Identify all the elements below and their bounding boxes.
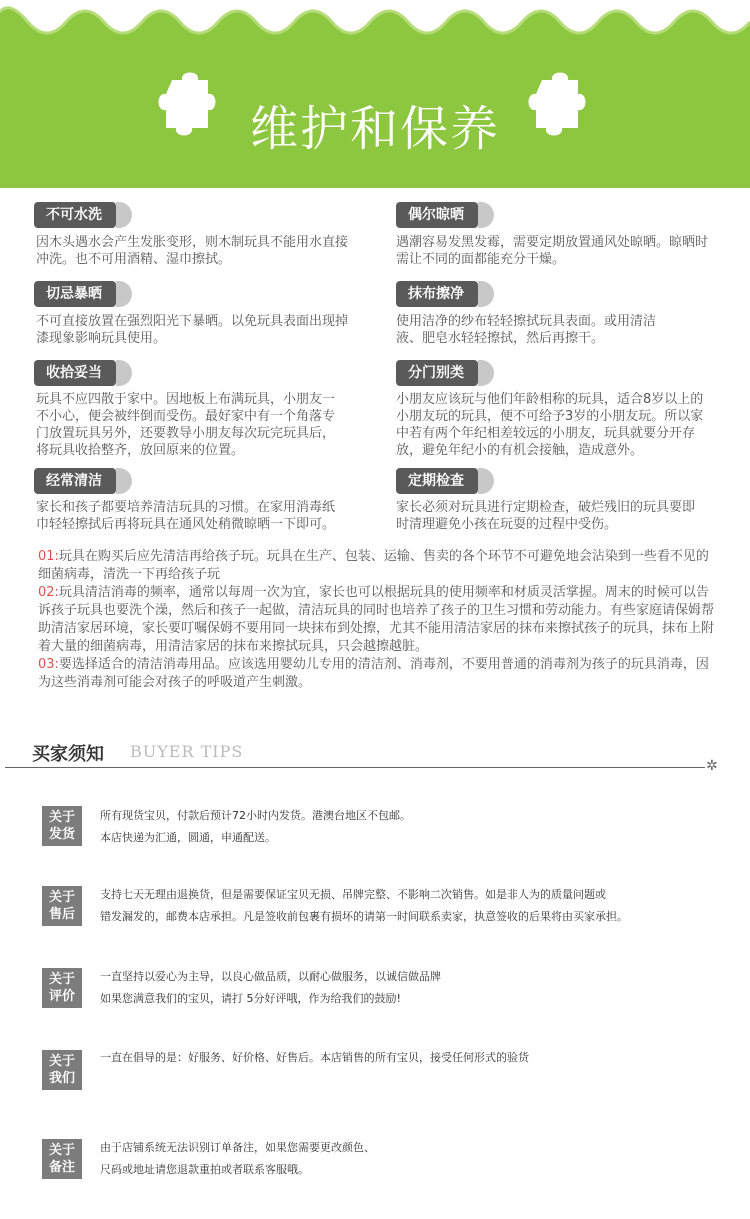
badge-remarks (42, 1139, 82, 1179)
text-line: 家长和孩子都要培养清洁玩具的习惯。在家用消毒纸 (36, 500, 336, 515)
badge-line: 我们 (48, 1071, 75, 1086)
section-tag-no-wash: 不可水洗 (34, 202, 116, 228)
note-item (38, 548, 718, 584)
note-number: 01: (38, 549, 59, 564)
info-shipping (100, 805, 411, 849)
text-line: 玩具不应四散于家中。因地板上布满玩具，小朋友一 (36, 392, 336, 407)
info-line: 本店快递为汇通，圆通，申通配送。 (100, 831, 276, 844)
badge-line: 关于 (48, 1054, 75, 1069)
note-text: 要选择适合的清洁消毒用品。应该选用婴幼儿专用的清洁剂、消毒剂，不要用普通的消毒剂为孩子的玩具消毒，因为这些消毒剂可能会对孩子的呼吸道产生刺激。 (38, 657, 709, 690)
badge-shipping (42, 806, 82, 846)
text-line: 放，避免年纪小的有机会接触，造成意外。 (396, 443, 644, 458)
puzzle-icon (528, 66, 592, 142)
text-line: 将玩具收拾整齐，放回原来的位置。 (36, 443, 245, 458)
text-line: 冲洗。也不可用酒精、湿巾擦拭。 (36, 252, 232, 267)
badge-line: 售后 (48, 907, 75, 922)
section-tag-no-sun: 切忌暴晒 (34, 281, 116, 307)
text-line: 因木头遇水会产生发胀变形，则木制玩具不能用水直接 (36, 235, 349, 250)
badge-about-us (42, 1050, 82, 1090)
text-line: 家长必须对玩具进行定期检查，破烂残旧的玩具要即 (396, 500, 696, 515)
badge-after-sales (42, 886, 82, 926)
star-icon: ✲ (706, 758, 718, 774)
section-text-no-wash (36, 234, 348, 268)
info-line: 支持七天无理由退换货，但是需要保证宝贝无损、吊牌完整、不影响二次销售。如是非人为的质量问题或 (100, 888, 606, 901)
info-line: 由于店铺系统无法识别订单备注，如果您需要更改颜色、 (100, 1141, 375, 1154)
section-text-tidy (36, 391, 335, 459)
section-tag-wipe: 抹布擦净 (396, 281, 478, 307)
badge-line: 关于 (48, 890, 75, 905)
section-tag-tidy: 收拾妥当 (34, 360, 116, 386)
badge-line: 关于 (48, 810, 75, 825)
text-line: 不小心，便会被绊倒而受伤。最好家中有一个角落专 (36, 409, 336, 424)
section-tag-air-dry: 偶尔晾晒 (396, 202, 478, 228)
text-line: 不可直接放置在强烈阳光下暴晒。以免玩具表面出现掉 (36, 314, 349, 329)
info-line: 尺码或地址请您退款重拍或者联系客服哦。 (100, 1163, 309, 1176)
note-number: 03: (38, 657, 59, 672)
info-line: 一直在倡导的是：好服务、好价格、好售后。本店销售的所有宝贝，接受任何形式的验货 (100, 1051, 529, 1064)
badge-line: 关于 (48, 972, 75, 987)
text-line: 门放置玩具另外，还要教导小朋友每次玩完玩具后， (36, 426, 336, 441)
text-line: 巾轻轻擦拭后再将玩具在通风处稍微晾晒一下即可。 (36, 517, 336, 532)
badge-line: 关于 (48, 1143, 75, 1158)
info-line: 一直坚持以爱心为主导，以良心做品质，以耐心做服务，以诚信做品牌 (100, 970, 441, 983)
info-after-sales (100, 884, 628, 928)
info-line: 错发漏发的，邮费本店承担。凡是签收前包裹有损坏的请第一时间联系卖家，执意签收的后果将由买家承担。 (100, 910, 628, 923)
text-line: 使用洁净的纱布轻轻擦拭玩具表面。或用清洁 (396, 314, 657, 329)
badge-line: 发货 (48, 827, 75, 842)
text-line: 液、肥皂水轻轻擦拭，然后再擦干。 (396, 331, 605, 346)
section-tag-clean: 经常清洁 (34, 468, 116, 494)
badge-line: 备注 (48, 1160, 75, 1175)
text-line: 小朋友应该玩与他们年龄相称的玩具，适合8岁以上的 (396, 392, 704, 407)
note-text: 玩具清洁消毒的频率，通常以每周一次为宜，家长也可以根据玩具的使用频率和材质灵活掌握。周末的时候可以告诉孩子玩具也要洗个澡，然后和孩子一起做，清洁玩具的同时也培养了孩子的卫生习惯和劳动能力。有些家庭请保姆帮助清洁家居环境，家长要叮嘱保姆不要用同一块抹布到处擦，尤其不能用清洁家居的抹布来擦拭孩子的玩具，抹布上附着大量的细菌病毒，用清洁家居的抹布来擦拭玩具，只会越擦越脏。 (38, 585, 715, 654)
banner (0, 0, 750, 188)
info-remarks (100, 1137, 375, 1181)
notes-block (38, 548, 718, 692)
note-text: 玩具在购买后应先清洁再给孩子玩。玩具在生产、包装、运输、售卖的各个环节不可避免地会沾染到一些看不见的细菌病毒，清洗一下再给孩子玩 (38, 549, 709, 582)
text-line: 需让不同的面都能充分干燥。 (396, 252, 566, 267)
section-text-wipe (396, 313, 656, 347)
info-review (100, 966, 441, 1010)
section-tag-inspect: 定期检查 (396, 468, 478, 494)
divider (5, 767, 705, 768)
note-number: 02: (38, 585, 59, 600)
section-text-sort (396, 391, 703, 459)
section-text-clean (36, 499, 335, 533)
text-line: 小朋友玩的玩具，便不可给予3岁的小朋友玩。所以家 (396, 409, 704, 424)
text-line: 中若有两个年纪相差较远的小朋友，玩具就要分开存 (396, 426, 696, 441)
badge-line: 评价 (48, 989, 75, 1004)
section-text-no-sun (36, 313, 348, 347)
section-tag-sort: 分门别类 (396, 360, 478, 386)
info-line: 如果您满意我们的宝贝，请打 5分好评哦，作为给我们的鼓励! (100, 992, 401, 1005)
text-line: 遇潮容易发黑发霉，需要定期放置通风处晾晒。晾晒时 (396, 235, 709, 250)
note-item (38, 584, 718, 656)
info-about-us (100, 1047, 529, 1069)
section-text-air-dry (396, 234, 708, 268)
wave-decoration (0, 0, 750, 48)
note-item (38, 656, 718, 692)
info-line: 所有现货宝贝，付款后预计72小时内发货。港澳台地区不包邮。 (100, 809, 411, 822)
badge-review (42, 968, 82, 1008)
section-text-inspect (396, 499, 695, 533)
banner-title: 维护和保养 (249, 101, 500, 157)
buyer-title: 买家须知 (32, 744, 104, 765)
text-line: 漆现象影响玩具使用。 (36, 331, 167, 346)
text-line: 时清理避免小孩在玩耍的过程中受伤。 (396, 517, 618, 532)
buyer-subtitle: BUYER TIPS (130, 742, 244, 761)
